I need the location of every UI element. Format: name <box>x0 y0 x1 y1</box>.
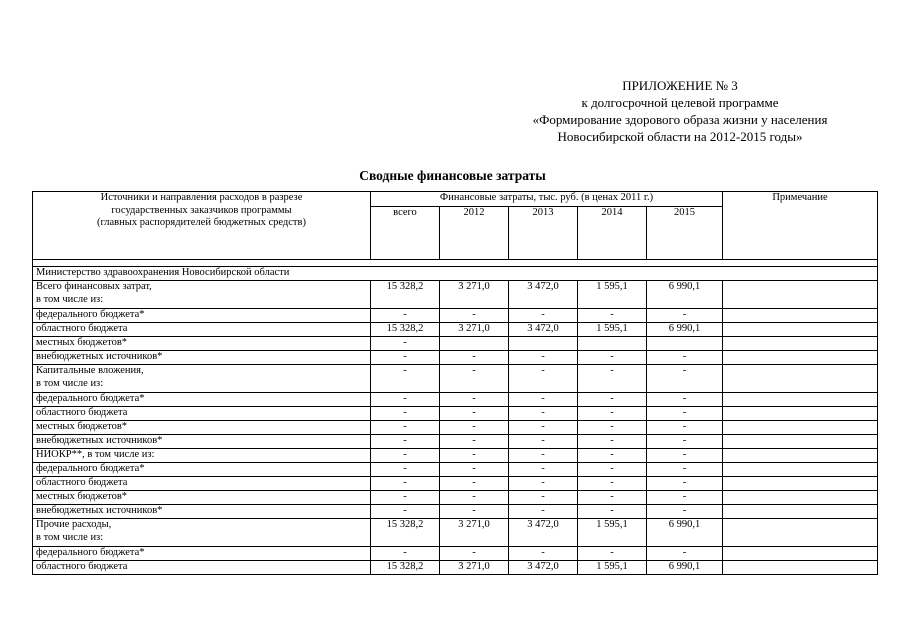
value-cell: - <box>440 421 509 435</box>
value-cell: - <box>440 491 509 505</box>
table-row <box>33 281 878 309</box>
row-label-line: Капитальные вложения, <box>36 365 144 376</box>
value-cell: - <box>578 365 647 393</box>
row-label <box>33 337 371 351</box>
value-cell: - <box>440 309 509 323</box>
value-cell: - <box>509 393 578 407</box>
value-cell: - <box>647 547 723 561</box>
value-cell: 3 271,0 <box>440 519 509 547</box>
value-cell: - <box>440 351 509 365</box>
table-row <box>33 421 878 435</box>
value-cell: - <box>578 463 647 477</box>
value-cell: - <box>647 407 723 421</box>
value-cell: - <box>578 477 647 491</box>
value-cell: 1 595,1 <box>578 323 647 337</box>
column-header-2015: 2015 <box>647 207 723 260</box>
value-cell: - <box>578 393 647 407</box>
row-label <box>33 547 371 561</box>
table-row <box>33 505 878 519</box>
table-row <box>33 365 878 393</box>
financial-costs-table <box>32 191 878 575</box>
value-cell: - <box>647 435 723 449</box>
value-cell <box>647 337 723 351</box>
row-label <box>33 463 371 477</box>
value-cell: 3 472,0 <box>509 281 578 309</box>
appendix-program-name: «Формирование здорового образа жизни у населения <box>532 112 828 127</box>
spacer-row <box>33 260 878 267</box>
note-cell <box>723 393 878 407</box>
table-row <box>33 309 878 323</box>
value-cell: 1 595,1 <box>578 281 647 309</box>
value-cell: - <box>647 449 723 463</box>
row-label-line: НИОКР**, в том числе из: <box>36 449 155 460</box>
value-cell: - <box>578 547 647 561</box>
value-cell: 3 271,0 <box>440 323 509 337</box>
note-cell <box>723 337 878 351</box>
value-cell: - <box>578 421 647 435</box>
appendix-program-ref: к долгосрочной целевой программе <box>581 95 779 110</box>
value-cell: 6 990,1 <box>647 561 723 575</box>
row-label-line: Прочие расходы, <box>36 519 112 530</box>
table-row <box>33 491 878 505</box>
value-cell: - <box>371 491 440 505</box>
value-cell: - <box>578 351 647 365</box>
value-cell: 6 990,1 <box>647 519 723 547</box>
value-cell: - <box>509 491 578 505</box>
value-cell: - <box>647 505 723 519</box>
appendix-program-period: Новосибирской области на 2012-2015 годы» <box>557 129 803 144</box>
row-label-line: в том числе из: <box>36 531 104 543</box>
column-header-2013: 2013 <box>509 207 578 260</box>
table-row <box>33 477 878 491</box>
value-cell: - <box>509 365 578 393</box>
table-row <box>33 435 878 449</box>
row-label <box>33 519 371 547</box>
row-label-line: федерального бюджета* <box>36 463 145 474</box>
value-cell: - <box>509 421 578 435</box>
document-title: Сводные финансовые затраты <box>359 168 546 183</box>
value-cell: 15 328,2 <box>371 281 440 309</box>
value-cell: - <box>578 435 647 449</box>
value-cell: - <box>647 491 723 505</box>
value-cell: - <box>371 309 440 323</box>
table-row <box>33 407 878 421</box>
row-label <box>33 477 371 491</box>
notes-column-header: Примечание <box>723 192 878 260</box>
note-cell <box>723 365 878 393</box>
row-label <box>33 421 371 435</box>
row-label-line: внебюджетных источников* <box>36 505 163 516</box>
table-row <box>33 337 878 351</box>
value-cell: - <box>509 435 578 449</box>
table-row <box>33 463 878 477</box>
value-cell: 15 328,2 <box>371 323 440 337</box>
column-header-2012: 2012 <box>440 207 509 260</box>
value-cell: 3 271,0 <box>440 561 509 575</box>
row-label <box>33 505 371 519</box>
value-cell: - <box>440 449 509 463</box>
row-label-line: местных бюджетов* <box>36 421 128 432</box>
note-cell <box>723 477 878 491</box>
table-row <box>33 393 878 407</box>
value-cell: - <box>371 393 440 407</box>
row-label-line: федерального бюджета* <box>36 547 145 558</box>
value-cell: 6 990,1 <box>647 281 723 309</box>
value-cell: - <box>509 309 578 323</box>
row-label <box>33 435 371 449</box>
note-cell <box>723 519 878 547</box>
note-cell <box>723 547 878 561</box>
value-cell: - <box>371 337 440 351</box>
row-label <box>33 365 371 393</box>
value-cell: - <box>371 477 440 491</box>
value-cell: - <box>440 365 509 393</box>
value-cell: - <box>509 547 578 561</box>
table-row <box>33 449 878 463</box>
row-label-line: областного бюджета <box>36 561 128 572</box>
value-cell: - <box>440 477 509 491</box>
value-cell: - <box>440 463 509 477</box>
note-cell <box>723 351 878 365</box>
row-label <box>33 407 371 421</box>
value-cell: - <box>440 547 509 561</box>
table-row <box>33 351 878 365</box>
note-cell <box>723 435 878 449</box>
value-cell: - <box>440 407 509 421</box>
value-cell: - <box>647 393 723 407</box>
note-cell <box>723 505 878 519</box>
note-cell <box>723 421 878 435</box>
row-label <box>33 561 371 575</box>
row-label-line: Всего финансовых затрат, <box>36 281 152 292</box>
value-cell: 15 328,2 <box>371 519 440 547</box>
row-label <box>33 323 371 337</box>
value-cell: - <box>371 505 440 519</box>
value-cell: - <box>509 463 578 477</box>
appendix-header <box>480 77 880 145</box>
appendix-number: ПРИЛОЖЕНИЕ № 3 <box>622 78 738 93</box>
value-cell: - <box>578 309 647 323</box>
value-cell: - <box>371 463 440 477</box>
value-cell: - <box>509 477 578 491</box>
value-cell: 1 595,1 <box>578 561 647 575</box>
value-cell: 3 472,0 <box>509 323 578 337</box>
column-header-2014: 2014 <box>578 207 647 260</box>
value-cell: 1 595,1 <box>578 519 647 547</box>
table-row <box>33 547 878 561</box>
row-label <box>33 393 371 407</box>
table-row <box>33 561 878 575</box>
value-cell: - <box>371 435 440 449</box>
value-cell: - <box>440 435 509 449</box>
value-cell: - <box>647 477 723 491</box>
note-cell <box>723 463 878 477</box>
value-cell: - <box>371 547 440 561</box>
column-header-total: всего <box>371 207 440 260</box>
row-label-line: федерального бюджета* <box>36 393 145 404</box>
value-cell <box>578 337 647 351</box>
value-cell: - <box>578 505 647 519</box>
value-cell: - <box>440 505 509 519</box>
note-cell <box>723 407 878 421</box>
row-label <box>33 351 371 365</box>
value-cell: - <box>509 351 578 365</box>
row-label-line: местных бюджетов* <box>36 491 128 502</box>
row-label-line: внебюджетных источников* <box>36 351 163 362</box>
value-cell: - <box>578 491 647 505</box>
value-cell: - <box>509 449 578 463</box>
value-cell: 15 328,2 <box>371 561 440 575</box>
row-label-line: местных бюджетов* <box>36 337 128 348</box>
value-cell: - <box>578 407 647 421</box>
value-cell: - <box>371 421 440 435</box>
value-cell: - <box>647 463 723 477</box>
value-cell: - <box>647 421 723 435</box>
note-cell <box>723 281 878 309</box>
note-cell <box>723 491 878 505</box>
row-label <box>33 449 371 463</box>
value-cell: - <box>371 351 440 365</box>
value-cell: - <box>647 365 723 393</box>
value-cell: - <box>371 407 440 421</box>
source-column-header: Источники и направления расходов в разрезе государственных заказчиков программы (главных распорядителей бюджетных средств) <box>33 192 371 260</box>
note-cell <box>723 323 878 337</box>
value-cell: - <box>371 449 440 463</box>
row-label <box>33 309 371 323</box>
value-cell: 6 990,1 <box>647 323 723 337</box>
value-cell: - <box>371 365 440 393</box>
row-label-line: федерального бюджета* <box>36 309 145 320</box>
row-label-line: внебюджетных источников* <box>36 435 163 446</box>
row-label-line: областного бюджета <box>36 407 128 418</box>
note-cell <box>723 449 878 463</box>
table-row <box>33 323 878 337</box>
value-cell: 3 472,0 <box>509 561 578 575</box>
value-cell: - <box>440 393 509 407</box>
row-label-line: областного бюджета <box>36 323 128 334</box>
value-cell <box>509 337 578 351</box>
value-cell: 3 271,0 <box>440 281 509 309</box>
value-cell: - <box>647 309 723 323</box>
row-label <box>33 281 371 309</box>
note-cell <box>723 561 878 575</box>
section-title: Министерство здравоохранения Новосибирской области <box>33 267 878 281</box>
row-label-line: в том числе из: <box>36 377 104 389</box>
value-cell: - <box>509 407 578 421</box>
row-label-line: в том числе из: <box>36 293 104 305</box>
note-cell <box>723 309 878 323</box>
row-label-line: областного бюджета <box>36 477 128 488</box>
value-cell: 3 472,0 <box>509 519 578 547</box>
value-cell: - <box>509 505 578 519</box>
row-label <box>33 491 371 505</box>
value-cell: - <box>578 449 647 463</box>
value-cell <box>440 337 509 351</box>
table-row <box>33 519 878 547</box>
finance-group-header: Финансовые затраты, тыс. руб. (в ценах 2011 г.) <box>371 192 723 207</box>
value-cell: - <box>647 351 723 365</box>
